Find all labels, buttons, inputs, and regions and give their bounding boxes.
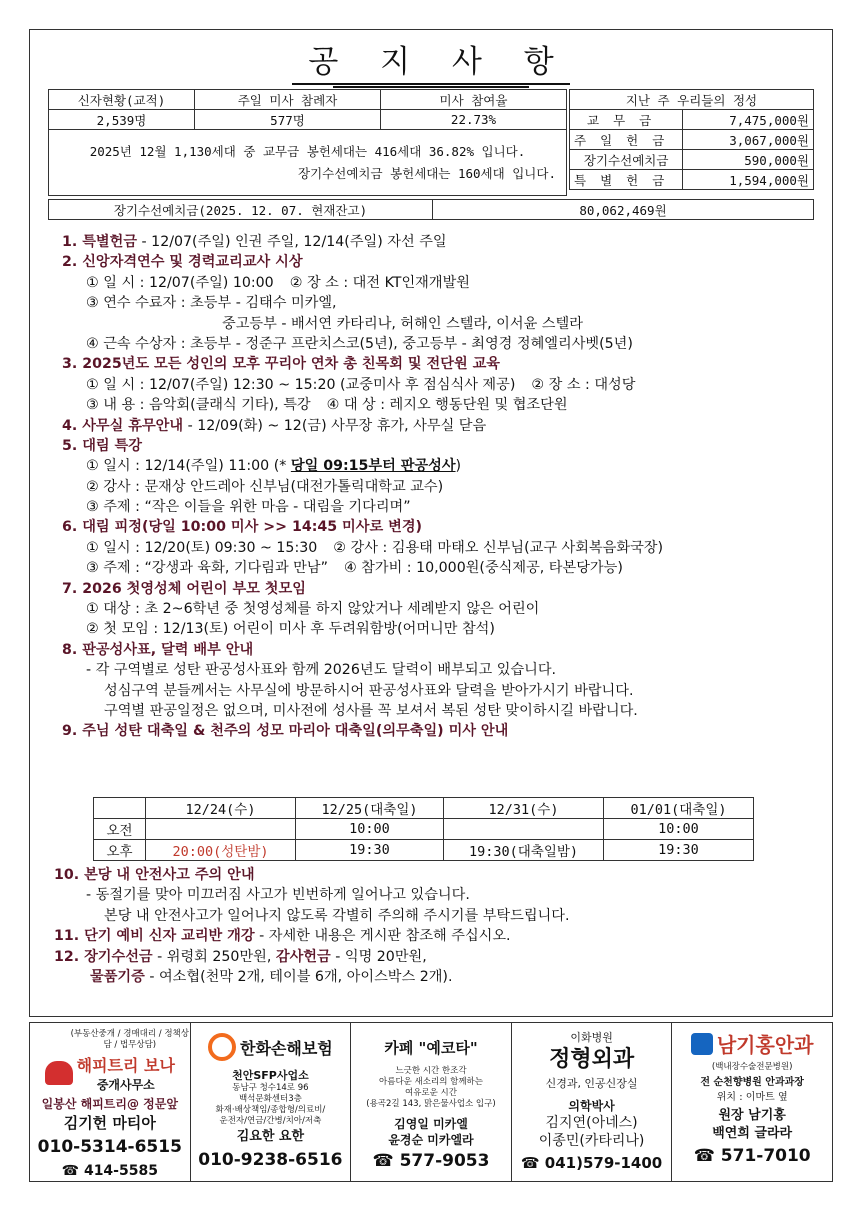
ad-slogan: 여유로운 시간 <box>405 1088 457 1098</box>
notice-10-heading: 10. 본당 내 안전사고 주의 안내 <box>54 867 255 883</box>
stats-table <box>48 89 567 196</box>
offering-label: 장기수선예치금 <box>570 150 683 170</box>
offering-amount: 3,067,000원 <box>683 130 814 150</box>
ad-name: 이종민(카타리나) <box>538 1133 645 1149</box>
reserve-table <box>48 199 814 220</box>
mass-header: 12/25(대축일) <box>296 798 444 819</box>
reserve-label: 장기수선예치금(2025. 12. 07. 현재잔고) <box>49 200 433 220</box>
ad-tel: ☎ 571-7010 <box>693 1146 811 1166</box>
notice-heading: 4. 사무실 휴무안내 <box>62 417 184 434</box>
mass-cell: 19:30 <box>296 840 444 861</box>
offering-amount: 590,000원 <box>683 150 814 170</box>
notice-line: ③ 주제 : “작은 이들을 위한 마음 - 대림을 기다리며” <box>86 499 411 516</box>
stats-value: 2,539명 <box>49 110 195 130</box>
notice-heading: 11. 단기 예비 신자 교리반 개강 <box>54 928 255 945</box>
notice-7-heading: 7. 2026 첫영성체 어린이 부모 첫모임 <box>62 580 306 597</box>
notice-heading: 1. 특별헌금 <box>62 234 138 250</box>
ad-tag: 이화병원 <box>570 1031 613 1044</box>
notice-text: - 자세한 내용은 게시판 참조해 주십시오. <box>254 928 511 945</box>
notice-heading: 12. 장기수선금 <box>54 948 153 965</box>
ad-name: 김지연(아네스) <box>545 1115 638 1131</box>
ad-items: 운전자/연금/간병/치아/저축 <box>219 1116 322 1126</box>
ad-sub: 천안SFP사업소 <box>232 1069 309 1082</box>
notice-line: ④ 근속 수상자 : 초등부 - 정준구 프란치스코(5년), 중고등부 - 최영경 정혜엘리사벳(5년) <box>86 335 633 352</box>
notice-text: - 익명 20만원, <box>330 948 427 965</box>
hanwha-logo-icon <box>208 1033 236 1061</box>
notice-heading: 감사헌금 <box>275 948 331 965</box>
notice-text: ② 장 소 : 대성당 <box>531 376 636 393</box>
notice-6-heading: 6. 대림 피정(당일 10:00 미사 >> 14:45 미사로 변경) <box>62 519 423 536</box>
mass-header: 12/31(수) <box>444 798 604 819</box>
contribution-line: 2025년 12월 1,130세대 중 교무금 봉헌세대는 416세대 36.82% 입니다. <box>89 143 526 159</box>
notice-line: 본당 내 안전사고가 일어나지 않도록 각별히 주의해 주시기를 부탁드립니다. <box>104 907 570 924</box>
ad-address: (용곡2길 143, 맑은물사업소 입구) <box>366 1099 496 1109</box>
ad-slogan: 느긋한 시간 한조각 <box>395 1066 467 1076</box>
notice-text: ② 장 소 : 대전 KT인재개발원 <box>289 274 470 291</box>
notice-8-heading: 8. 판공성사표, 달력 배부 안내 <box>62 641 254 658</box>
mass-schedule-table <box>93 797 754 861</box>
ad-name: 김기헌 마티아 <box>63 1114 156 1132</box>
ad-sub: (백내장수술전문병원) <box>711 1062 793 1072</box>
ad-phone: 010-5314-6515 <box>37 1137 182 1157</box>
ad-nam-eye-clinic <box>672 1023 832 1181</box>
ad-brand: 해피트리 보나 <box>76 1056 175 1075</box>
notice-text: ② 강사 : 김용태 마태오 신부님(교구 사회복음화국장) <box>333 539 664 556</box>
ad-sub: 중개사무소 <box>96 1078 155 1092</box>
ad-location: 위치 : 이마트 옆 <box>716 1092 788 1103</box>
notice-text: - 위령회 250만원, <box>152 948 276 965</box>
notice-line: ② 강사 : 문재상 안드레아 신부님(대전가톨릭대학교 교수) <box>86 478 444 495</box>
offering-label: 특별헌금 <box>570 170 683 190</box>
offering-label: 주일헌금 <box>570 130 683 150</box>
notice-3-heading: 3. 2025년도 모든 성인의 모후 꾸리아 연차 총 친목회 및 전단원 교육 <box>62 356 501 373</box>
notice-line <box>62 558 842 578</box>
notice-line <box>62 375 842 395</box>
mass-header: 01/01(대축일) <box>604 798 754 819</box>
notice-line <box>62 456 842 476</box>
notice-5-heading: 5. 대림 특강 <box>62 437 142 454</box>
notice-11 <box>54 926 834 946</box>
ad-title: 의학박사 <box>568 1099 615 1113</box>
notice-text: - 여소협(천막 2개, 테이블 6개, 아이스박스 2개). <box>144 968 453 985</box>
sponsor-ads <box>29 1022 833 1182</box>
mass-cell <box>146 819 296 840</box>
notice-text: ① 일시 : 12/14(주일) 11:00 (* <box>86 458 291 475</box>
notice-heading: 물품기증 <box>90 968 145 985</box>
mass-row-label: 오후 <box>94 840 146 861</box>
notice-text: ③ 내 용 : 음악회(클래식 기타), 특강 <box>86 397 311 414</box>
mass-cell: 10:00 <box>296 819 444 840</box>
notice-list <box>62 232 842 742</box>
mass-cell: 10:00 <box>604 819 754 840</box>
notice-line: ② 첫 모임 : 12/13(토) 어린이 미사 후 두려워함방(어머니만 참석) <box>86 621 495 638</box>
notice-line <box>62 538 842 558</box>
notice-text: ① 일시 : 12/20(토) 09:30 ~ 15:30 <box>86 539 318 556</box>
ad-tel: ☎ 414-5585 <box>61 1163 158 1179</box>
notice-line: - 각 구역별로 성탄 판공성사표와 함께 2026년도 달력이 배부되고 있습니다. <box>86 662 557 679</box>
ad-brand: 카페 "예코타" <box>384 1039 478 1057</box>
ad-tag: (부동산중개 / 경매대리 / 정책상담 / 법무상담) <box>70 1029 189 1050</box>
notice-line: 중고등부 - 배서연 카타리나, 허해인 스텔라, 이서윤 스텔라 <box>222 315 583 332</box>
notice-9-heading: 9. 주님 성탄 대축일 & 천주의 성모 마리아 대축일(의무축일) 미사 안내 <box>62 723 509 740</box>
notice-line <box>62 395 842 415</box>
ad-address: 동남구 청수14로 96 <box>232 1083 309 1093</box>
ad-brand: 남기홍안과 <box>716 1033 814 1057</box>
ad-tel: ☎ 041)579-1400 <box>520 1154 663 1172</box>
mass-header <box>94 798 146 819</box>
ad-items: 화재·배상책임/종합형/의료비/ <box>215 1105 326 1115</box>
notice-text: ③ 주제 : “강생과 육화, 기다림과 만남” <box>86 560 328 577</box>
ad-address: 백석문화센터3층 <box>238 1094 302 1104</box>
notice-line: ① 대상 : 초 2~6학년 중 첫영성체를 하지 않았거나 세례받지 않은 어린이 <box>86 601 540 618</box>
offering-amount: 7,475,000원 <box>683 110 814 130</box>
mass-cell: 19:30 <box>604 840 754 861</box>
ad-tel: ☎ 577-9053 <box>372 1151 490 1171</box>
offering-amount: 1,594,000원 <box>683 170 814 190</box>
stats-value: 577명 <box>195 110 381 130</box>
notice-text: ① 일 시 : 12/07(주일) 12:30 ~ 15:20 (교중미사 후 점심식사 제공) <box>86 376 516 393</box>
notice-12-line2 <box>54 967 834 987</box>
offerings-title: 지난 주 우리들의 정성 <box>570 90 814 110</box>
ad-hanwha <box>191 1023 352 1181</box>
ad-brand: 한화손해보험 <box>240 1038 333 1058</box>
ad-slogan: 아름다운 새소리의 함께하는 <box>379 1077 483 1087</box>
mass-cell: 19:30(대축일밤) <box>444 840 604 861</box>
mass-header: 12/24(수) <box>146 798 296 819</box>
notice-line: 성심구역 분들께서는 사무실에 방문하시어 판공성사표와 달력을 받아가시기 바랍니다. <box>104 682 634 699</box>
heart-house-icon <box>45 1061 73 1085</box>
mass-row-label: 오전 <box>94 819 146 840</box>
ad-name: 윤경순 미카엘라 <box>388 1133 474 1147</box>
ad-name: 김요한 요한 <box>236 1129 305 1144</box>
offering-label: 교무금 <box>570 110 683 130</box>
notice-line <box>62 273 842 293</box>
notice-line: 구역별 판공일정은 없으며, 미사전에 성사를 꼭 보셔서 복된 성탄 맞이하시길 바랍니다. <box>104 702 638 719</box>
ad-name: 백연희 글라라 <box>712 1126 793 1141</box>
ad-ewha-hospital <box>512 1023 673 1181</box>
notice-2-heading: 2. 신앙자격연수 및 경력교리교사 시상 <box>62 254 303 271</box>
ad-phone: 010-9238-6516 <box>198 1150 343 1170</box>
notice-text: ④ 참가비 : 10,000원(중식제공, 타본당가능) <box>343 560 623 577</box>
notice-text: - 12/09(화) ~ 12(금) 사무장 휴가, 사무실 닫음 <box>183 417 487 434</box>
stats-header: 주일 미사 참례자 <box>195 90 381 110</box>
contribution-text <box>49 130 567 196</box>
notice-1 <box>62 232 842 252</box>
stats-value: 22.73% <box>381 110 567 130</box>
notice-text: - 12/07(주일) 인권 주일, 12/14(주일) 자선 주일 <box>137 234 447 250</box>
notice-list-continued <box>54 865 834 987</box>
notice-emphasis: 당일 09:15부터 판공성사 <box>290 458 456 475</box>
page-title: 공 지 사 항 <box>30 36 832 88</box>
reserve-amount: 80,062,469원 <box>433 200 814 220</box>
notice-line: ③ 연수 수료자 : 초등부 - 김태수 미카엘, <box>86 295 337 312</box>
ad-name: 김영일 미카엘 <box>394 1117 468 1131</box>
offerings-table <box>569 89 814 190</box>
notice-text: ) <box>455 458 462 475</box>
ad-sub: 전 순천향병원 안과과장 <box>700 1077 804 1088</box>
ad-cafe <box>351 1023 512 1181</box>
stats-header: 미사 참여율 <box>381 90 567 110</box>
mass-cell: 20:00(성탄밤) <box>146 840 296 861</box>
ad-happytree <box>30 1023 191 1181</box>
stats-header: 신자현황(교적) <box>49 90 195 110</box>
mass-cell <box>444 819 604 840</box>
ad-location: 일봉산 해피트리@ 정문앞 <box>41 1097 178 1111</box>
notice-text: ① 일 시 : 12/07(주일) 10:00 <box>86 274 274 291</box>
notice-text: ④ 대 상 : 레지오 행동단원 및 협조단원 <box>326 397 568 414</box>
ad-sub: 신경과, 인공신장실 <box>545 1077 638 1090</box>
contribution-line: 장기수선예치금 봉헌세대는 160세대 입니다. <box>298 165 556 181</box>
notice-12 <box>54 947 834 967</box>
notice-4 <box>62 416 842 436</box>
ad-brand: 정형외과 <box>549 1047 635 1072</box>
notice-line: - 동절기를 맞아 미끄러짐 사고가 빈번하게 일어나고 있습니다. <box>86 887 470 904</box>
eye-logo-icon <box>691 1033 713 1055</box>
ad-name: 원장 남기홍 <box>718 1108 786 1123</box>
